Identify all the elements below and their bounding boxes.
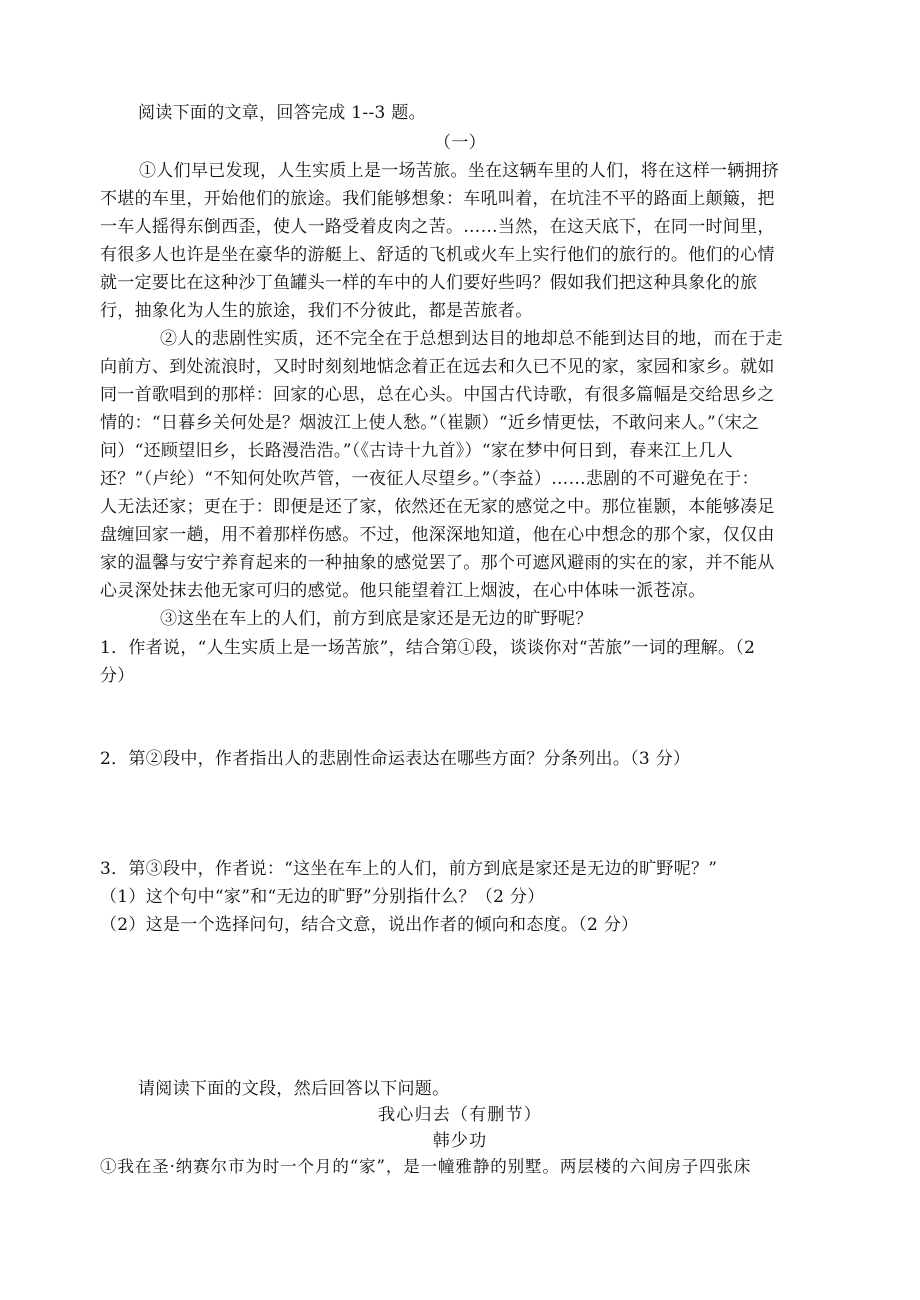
para1-line: ①人们早已发现，人生实质上是一场苦旅。坐在这辆车里的人们，将在这样一辆拥挤 (139, 161, 780, 181)
para1-line: 行，抽象化为人生的旅途，我们不分彼此，都是苦旅者。 (100, 301, 533, 321)
section2-intro: 请阅读下面的文段，然后回答以下问题。 (138, 1079, 450, 1099)
article-title: 我心归去（有删节） (378, 1105, 542, 1125)
para3-line: ③这坐在车上的人们，前方到底是家还是无边的旷野呢？ (160, 609, 593, 629)
para2-line: 心灵深处抹去他无家可归的感觉。他只能望着江上烟波，在心中体味一派苍凉。 (100, 581, 706, 601)
question-1: 1．作者说，“人生实质上是一场苦旅”，结合第①段，谈谈你对“苦旅”一词的理解。（2 (100, 638, 756, 658)
para2-line: 同一首歌唱到的那样：回家的心思，总在心头。中国古代诗歌，有很多篇幅是交给思乡之 (100, 385, 775, 405)
question-3-sub1: （1）这个句中“家”和“无边的旷野”分别指什么？（2 分） (100, 887, 545, 907)
question-2: 2．第②段中，作者指出人的悲剧性命运表达在哪些方面？分条列出。（3 分） (100, 749, 691, 769)
para1-line: 不堪的车里，开始他们的旅途。我们能够想象：车吼叫着，在坑洼不平的路面上颠簸，把 (100, 189, 775, 209)
para2-line: 向前方、到处流浪时，又时时刻刻地惦念着正在远去和久已不见的家，家园和家乡。就如 (100, 357, 775, 377)
question-3-sub2: （2）这是一个选择问句，结合文意，说出作者的倾向和态度。（2 分） (100, 915, 639, 935)
para2-line: 情的：“日暮乡关何处是？烟波江上使人愁。”（崔颢）“近乡情更怯，不敢问来人。”（宋之 (100, 413, 760, 433)
question-1-cont: 分） (100, 666, 135, 686)
question-3: 3．第③段中，作者说：“这坐在车上的人们，前方到底是家还是无边的旷野呢？” (100, 859, 718, 879)
para1-line: 一车人摇得东倒西歪，使人一路受着皮肉之苦。……当然，在这天底下，在同一时间里， (100, 217, 775, 237)
para2-line: 家的温馨与安宁养育起来的一种抽象的感觉罢了。那个可遮风避雨的实在的家，并不能从 (100, 553, 775, 573)
para1-line: 有很多人也许是坐在豪华的游艇上、舒适的飞机或火车上实行他们的旅行的。他们的心情 (100, 245, 775, 265)
para2-line: 盘缠回家一趟，用不着那样伤感。不过，他深深地知道，他在心中想念的那个家，仅仅由 (100, 525, 775, 545)
article-author: 韩少功 (432, 1131, 488, 1151)
part-label: （一） (434, 133, 486, 153)
para2-line: 还？”（卢纶）“不知何处吹芦管，一夜征人尽望乡。”（李益）……悲剧的不可避免在于： (100, 469, 759, 489)
section2-para1: ①我在圣·纳赛尔市为时一个月的“家”，是一幢雅静的别墅。两层楼的六间房子四张床 (100, 1157, 752, 1176)
para2-line: 人无法还家；更在于：即便是还了家，依然还在无家的感觉之中。那位崔颢，本能够凑足 (100, 497, 775, 517)
para2-line: ②人的悲剧性实质，还不完全在于总想到达目的地却总不能到达目的地，而在于走 (160, 329, 783, 349)
para1-line: 就一定要比在这种沙丁鱼罐头一样的车中的人们要好些吗？假如我们把这种具象化的旅 (100, 273, 758, 293)
para2-line: 问）“还顾望旧乡，长路漫浩浩。”（《古诗十九首》）“家在梦中何日到，春来江上几人 (100, 441, 734, 461)
section1-intro: 阅读下面的文章，回答完成 1--3 题。 (138, 103, 426, 123)
